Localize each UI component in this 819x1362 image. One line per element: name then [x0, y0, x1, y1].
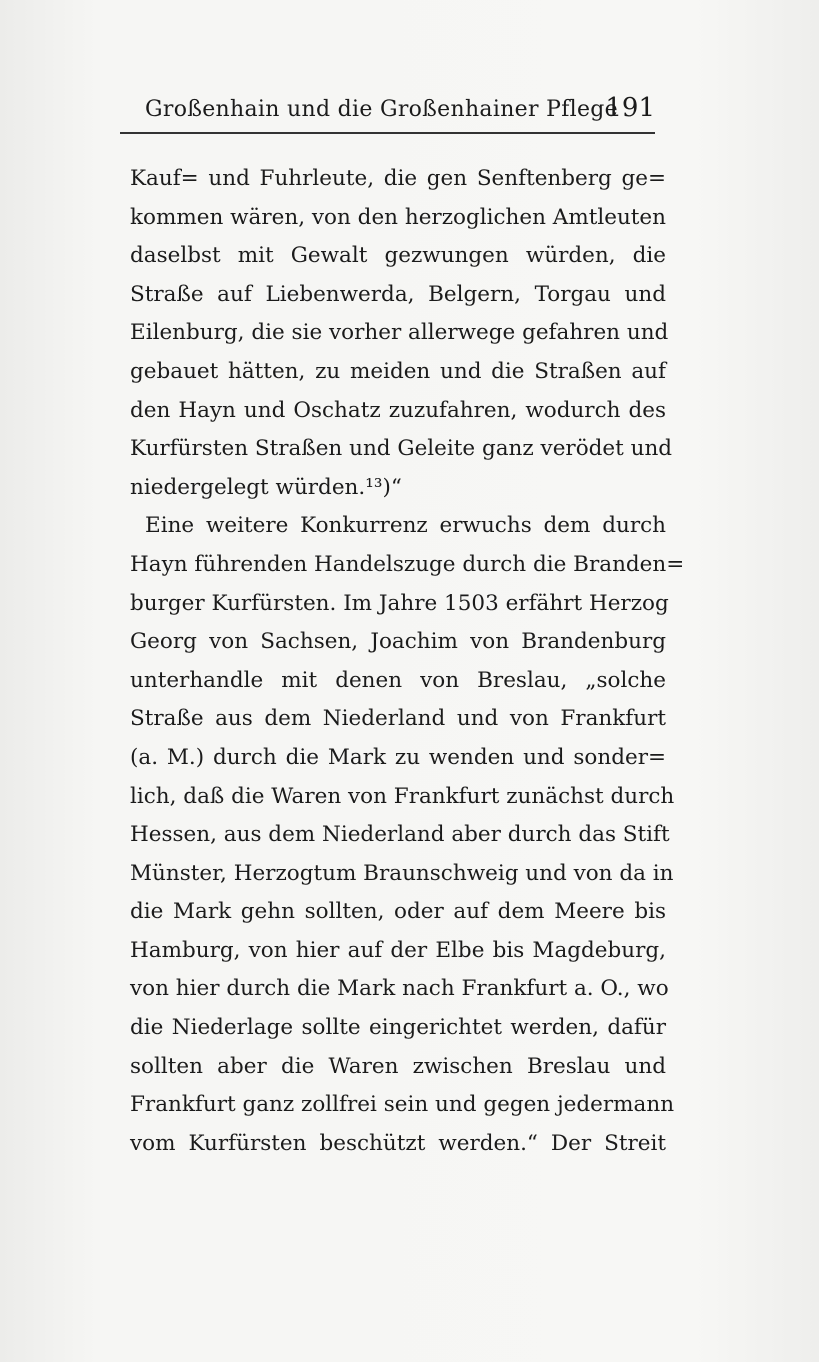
text-line: kommen wären, von den herzoglichen Amtleuten — [130, 204, 666, 230]
text-line: von hier durch die Mark nach Frankfurt a. O., wo — [130, 976, 669, 1002]
text-line: Hayn führenden Handelszuge durch die Branden= — [130, 551, 685, 577]
text-line: lich, daß die Waren von Frankfurt zunächst durch — [130, 783, 675, 809]
text-line: burger Kurfürsten. Im Jahre 1503 erfährt Herzog — [130, 590, 669, 616]
text-line: Hessen, aus dem Niederland aber durch das Stift — [130, 822, 670, 848]
page-header — [145, 93, 655, 129]
text-line: vom Kurfürsten beschützt werden.“ Der Streit — [130, 1130, 666, 1156]
text-line: den Hayn und Oschatz zuzufahren, wodurch des — [130, 397, 666, 423]
text-line: Frankfurt ganz zollfrei sein und gegen jedermann — [130, 1092, 675, 1118]
text-line: unterhandle mit denen von Breslau, „solche — [130, 667, 666, 693]
page-number: 191 — [605, 93, 655, 123]
running-title: Großenhain und die Großenhainer Pflege — [145, 97, 618, 122]
body-text — [130, 160, 685, 1163]
text-line: die Mark gehn sollten, oder auf dem Meere bis — [130, 899, 666, 925]
text-line: niedergelegt würden.¹³)“ — [130, 474, 402, 500]
text-line: Hamburg, von hier auf der Elbe bis Magdeburg, — [130, 937, 666, 963]
text-line: Eilenburg, die sie vorher allerwege gefahren und — [130, 320, 669, 346]
text-line: die Niederlage sollte eingerichtet werden, dafür — [130, 1015, 666, 1041]
text-line: Straße aus dem Niederland und von Frankfurt — [130, 706, 666, 732]
text-line: Kurfürsten Straßen und Geleite ganz verödet und — [130, 436, 673, 462]
text-line: sollten aber die Waren zwischen Breslau und — [130, 1053, 666, 1079]
text-line: Georg von Sachsen, Joachim von Brandenburg — [130, 629, 666, 655]
text-line: Münster, Herzogtum Braunschweig und von da in — [130, 860, 674, 886]
text-line: Kauf= und Fuhrleute, die gen Senftenberg ge= — [130, 166, 666, 191]
text-line: gebauet hätten, zu meiden und die Straßen auf — [130, 358, 666, 384]
header-rule — [120, 132, 655, 134]
text-line: (a. M.) durch die Mark zu wenden und sonder= — [130, 744, 666, 770]
text-line: Eine weitere Konkurrenz erwuchs dem durch — [145, 513, 666, 539]
text-line: Straße auf Liebenwerda, Belgern, Torgau und — [130, 281, 666, 307]
text-line: daselbst mit Gewalt gezwungen würden, die — [130, 243, 666, 269]
